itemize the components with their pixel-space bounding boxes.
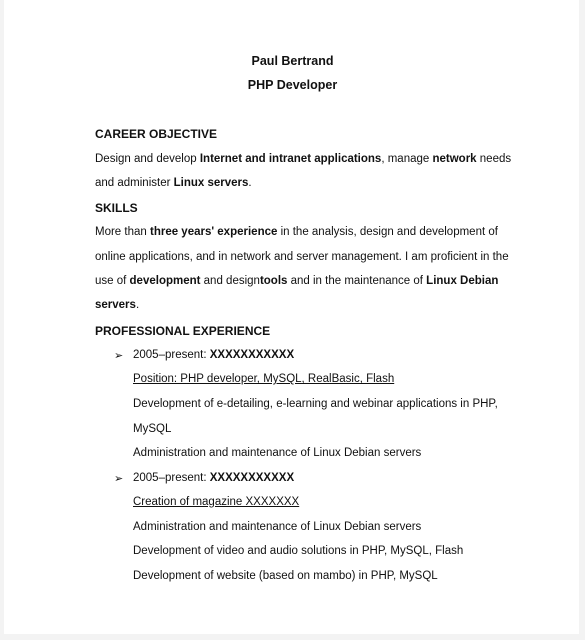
career-objective-line-2: and administer Linux servers.	[95, 177, 252, 189]
skills-line-4: servers.	[95, 299, 140, 311]
job-1-role: Position: PHP developer, MySQL, RealBasic, Flash	[133, 373, 395, 385]
bullet-arrow-icon: ➢	[114, 350, 124, 362]
job-1-date-company: 2005–present: XXXXXXXXXXX	[133, 349, 295, 361]
career-objective-line-1: Design and develop Internet and intranet applications, manage network needs	[95, 153, 512, 165]
job-2-role: Creation of magazine XXXXXXX	[133, 496, 300, 508]
skills-line-3: use of development and designtools and in the maintenance of Linux Debian	[95, 275, 499, 287]
job-2-line-3: Development of website (based on mambo) in PHP, MySQL	[133, 570, 438, 582]
skills-line-2: online applications, and in network and server management. I am proficient in the	[95, 251, 509, 263]
skills-line-1: More than three years' experience in the analysis, design and development of	[95, 226, 498, 238]
job-1-line-3: Administration and maintenance of Linux Debian servers	[133, 447, 422, 459]
resume-page	[4, 0, 579, 634]
experience-heading: PROFESSIONAL EXPERIENCE	[95, 324, 271, 338]
candidate-name: Paul Bertrand	[251, 54, 334, 68]
career-objective-heading: CAREER OBJECTIVE	[95, 127, 218, 141]
job-2-line-2: Development of video and audio solutions in PHP, MySQL, Flash	[133, 545, 464, 557]
job-2-date-company: 2005–present: XXXXXXXXXXX	[133, 472, 295, 484]
job-2-line-1: Administration and maintenance of Linux Debian servers	[133, 521, 422, 533]
job-1-line-1: Development of e-detailing, e-learning and webinar applications in PHP,	[133, 398, 498, 410]
candidate-title: PHP Developer	[247, 78, 338, 92]
bullet-arrow-icon: ➢	[114, 473, 124, 485]
job-1-line-2: MySQL	[133, 423, 172, 435]
skills-heading: SKILLS	[95, 201, 138, 215]
